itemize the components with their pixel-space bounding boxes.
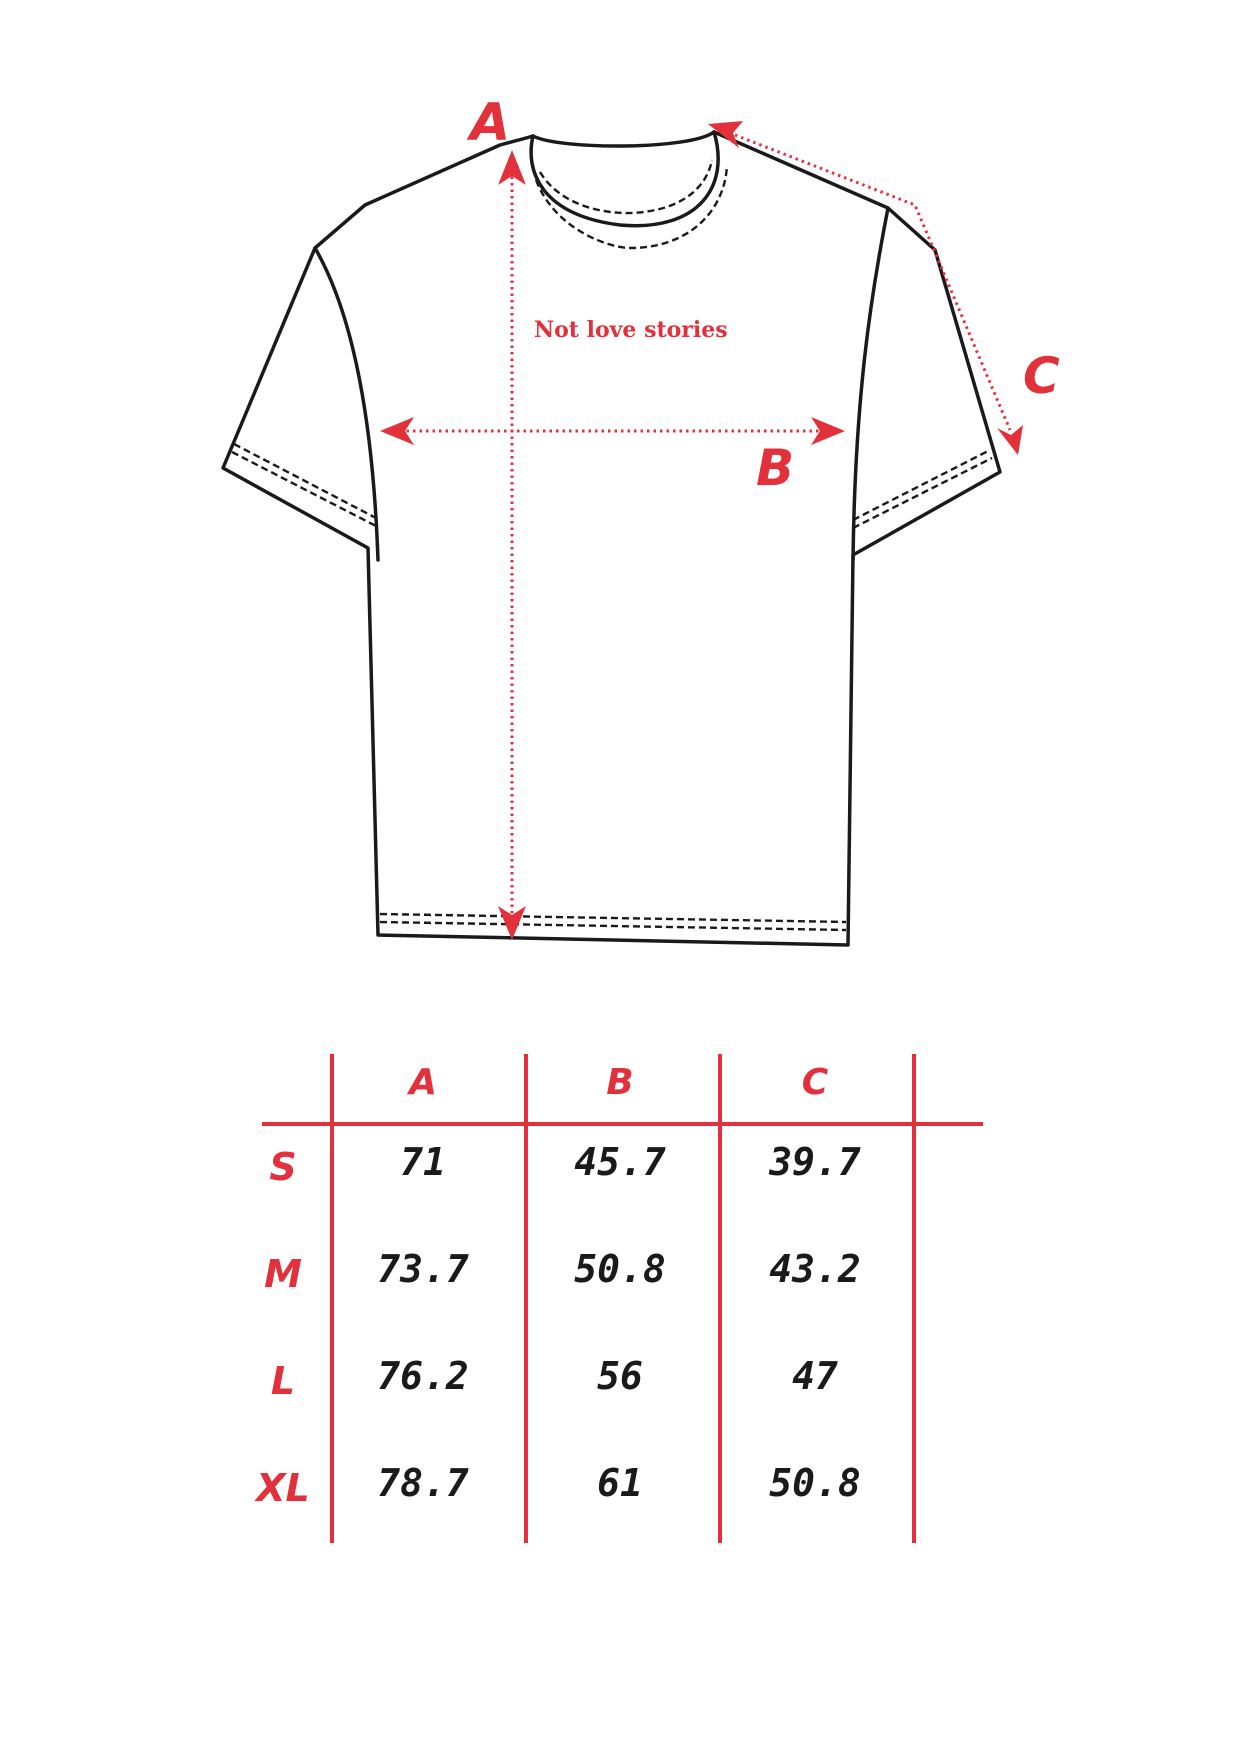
table-cell: 71 bbox=[400, 1140, 446, 1184]
measure-a-arrow-top bbox=[498, 150, 526, 185]
bottom-hem-stitch bbox=[380, 922, 846, 930]
measure-b-label: B bbox=[756, 439, 795, 497]
right-sleeve-hem-stitch-2 bbox=[853, 450, 990, 520]
measure-a-label: A bbox=[470, 93, 511, 153]
table-cell: 43.2 bbox=[769, 1247, 861, 1291]
right-armhole-seam bbox=[853, 208, 888, 560]
left-armhole-seam bbox=[315, 248, 378, 560]
table-row-size: XL bbox=[256, 1466, 310, 1510]
table-header-b: B bbox=[606, 1062, 634, 1103]
table-header-a: A bbox=[409, 1062, 437, 1103]
table-cell: 45.7 bbox=[574, 1140, 666, 1184]
table-header-c: C bbox=[801, 1062, 829, 1103]
table-cell: 78.7 bbox=[377, 1461, 469, 1505]
table-cell: 50.8 bbox=[574, 1247, 666, 1291]
table-row-size: M bbox=[264, 1252, 302, 1296]
table-cell: 50.8 bbox=[769, 1461, 861, 1505]
measure-b bbox=[380, 417, 845, 497]
table-cell: 76.2 bbox=[377, 1354, 469, 1398]
left-sleeve-hem-stitch-2 bbox=[234, 444, 376, 518]
table-cell: 47 bbox=[792, 1354, 838, 1398]
table-cell: 61 bbox=[597, 1461, 643, 1505]
bottom-hem-stitch-2 bbox=[380, 914, 846, 922]
table-cell: 73.7 bbox=[377, 1247, 469, 1291]
print-text: Not love stories bbox=[534, 317, 728, 343]
table-cell: 39.7 bbox=[769, 1140, 861, 1184]
size-table bbox=[254, 1054, 983, 1543]
tshirt-outline bbox=[223, 132, 1000, 945]
measure-c bbox=[708, 121, 1060, 455]
table-row-size: L bbox=[270, 1359, 296, 1403]
collar-inner bbox=[533, 132, 714, 146]
measure-a bbox=[466, 93, 526, 940]
measure-c-line bbox=[735, 135, 1010, 430]
table-row-size: S bbox=[269, 1145, 297, 1189]
left-sleeve-hem-stitch bbox=[232, 452, 376, 526]
table-cell: 56 bbox=[597, 1354, 643, 1398]
tshirt-illustration bbox=[223, 132, 1000, 945]
collar-stitch bbox=[540, 160, 712, 213]
measure-c-label: C bbox=[1023, 347, 1060, 405]
